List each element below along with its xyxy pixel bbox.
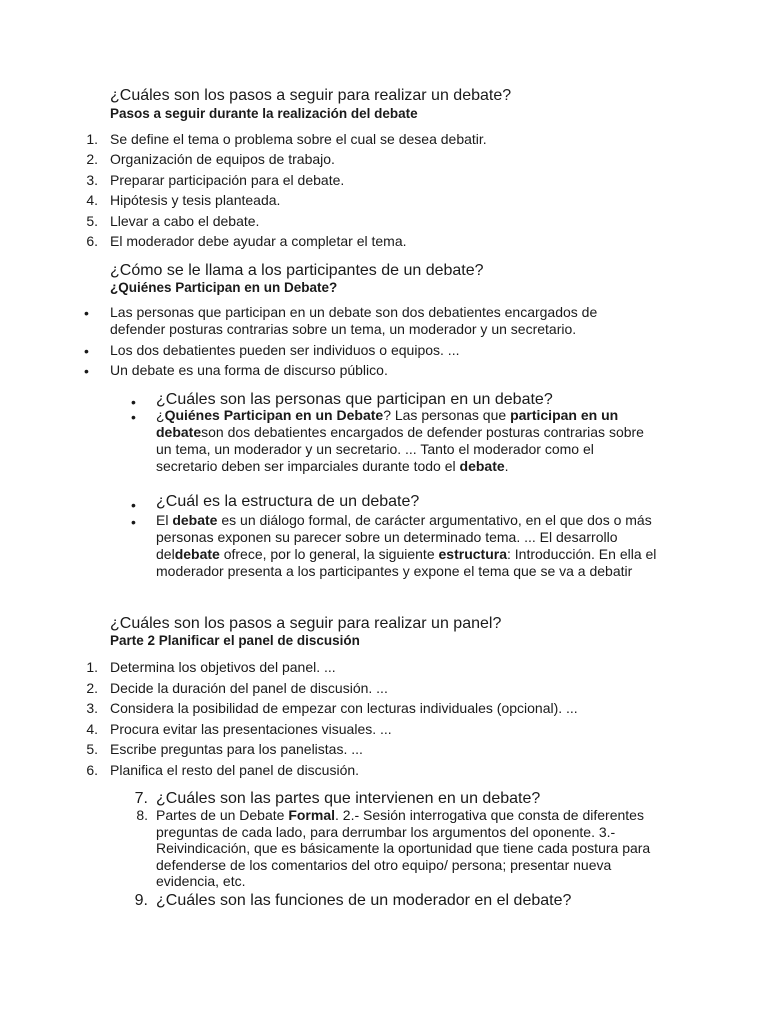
list-number: 1. [86, 659, 98, 675]
list-item: El moderador debe ayudar a completar el tema. [110, 233, 407, 249]
list-number: 5. [86, 213, 98, 229]
list-number: 1. [86, 131, 98, 147]
bullet-icon: • [84, 363, 89, 379]
list-number: 5. [86, 741, 98, 757]
list-number: 3. [86, 700, 98, 716]
list-number: 2. [86, 151, 98, 167]
list-number: 7. [134, 790, 148, 807]
section-3-answer-1: ¿Quiénes Participan en un Debate? Las personas que participan en un debateson dos debatientes encargados de defender posturas contrarias sobre un tema, un moderador y un secretario. ... Tanto el moderador como el secretario deben ser imparciales durante todo el debate. [156, 407, 644, 474]
section-4-subtitle: Parte 2 Planificar el panel de discusión [110, 633, 360, 648]
section-4-question: ¿Cuáles son los pasos a seguir para realizar un panel? [110, 615, 502, 632]
bullet-icon: • [84, 343, 89, 359]
list-item: Escribe preguntas para los panelistas. ... [110, 741, 363, 757]
list-number: 4. [86, 721, 98, 737]
list-item: Considera la posibilidad de empezar con lecturas individuales (opcional). ... [110, 700, 578, 716]
section-3-answer-2: El debate es un diálogo formal, de carácter argumentativo, en el que dos o más personas exponen su parecer sobre un determinado tema. ... El desarrollo deldebate ofrece, por lo general, la siguiente estructura: Introducción. En ella el moderador presenta a los participantes y expone el tema que se va a debatir [156, 512, 657, 579]
list-item: Procura evitar las presentaciones visuales. ... [110, 721, 392, 737]
bullet-icon: • [131, 497, 136, 513]
list-number: 8. [136, 807, 148, 823]
bullet-icon: • [131, 514, 136, 530]
bullet-icon: • [131, 409, 136, 425]
list-number: 6. [86, 233, 98, 249]
list-item: Hipótesis y tesis planteada. [110, 192, 281, 208]
list-item: Llevar a cabo el debate. [110, 213, 260, 229]
list-number: 9. [134, 892, 148, 909]
section-3-question-2: ¿Cuál es la estructura de un debate? [156, 493, 420, 510]
bullet-item: Los dos debatientes pueden ser individuos o equipos. ... [110, 342, 460, 358]
section-3-question-1: ¿Cuáles son las personas que participan en un debate? [156, 391, 553, 408]
list-number: 3. [86, 172, 98, 188]
bullet-icon: • [131, 394, 136, 410]
list-item: Preparar participación para el debate. [110, 172, 345, 188]
list-item: Determina los objetivos del panel. ... [110, 659, 336, 675]
list-number: 2. [86, 680, 98, 696]
section-1-subtitle: Pasos a seguir durante la realización del debate [110, 106, 418, 121]
section-5-question-9: ¿Cuáles son las funciones de un moderador en el debate? [156, 892, 572, 909]
section-5-answer-8: Partes de un Debate Formal. 2.- Sesión interrogativa que consta de diferentes preguntas de cada lado, para derrumbar los argumentos del oponente. 3.- Reivindicación, que es básicamente la oportunidad que tiene cada postura para defenderse de los comentarios del otro equipo/ persona; presentar nueva evidencia, etc. [156, 807, 651, 890]
section-2-question: ¿Cómo se le llama a los participantes de un debate? [110, 262, 484, 279]
list-item: Planifica el resto del panel de discusión. [110, 762, 360, 778]
bullet-item-line: Las personas que participan en un debate son dos debatientes encargados de [110, 304, 598, 320]
bullet-item-line: defender posturas contrarias sobre un tema, un moderador y un secretario. [110, 321, 577, 337]
list-item: Organización de equipos de trabajo. [110, 151, 335, 167]
section-5-question-7: ¿Cuáles son las partes que intervienen en un debate? [156, 790, 541, 807]
bullet-item: Un debate es una forma de discurso público. [110, 362, 388, 378]
list-item: Decide la duración del panel de discusión. ... [110, 680, 388, 696]
section-2-subtitle: ¿Quiénes Participan en un Debate? [110, 280, 338, 295]
bullet-icon: • [84, 305, 89, 321]
list-number: 6. [86, 762, 98, 778]
section-1-question: ¿Cuáles son los pasos a seguir para realizar un debate? [110, 87, 512, 104]
list-number: 4. [86, 192, 98, 208]
list-item: Se define el tema o problema sobre el cual se desea debatir. [110, 131, 487, 147]
